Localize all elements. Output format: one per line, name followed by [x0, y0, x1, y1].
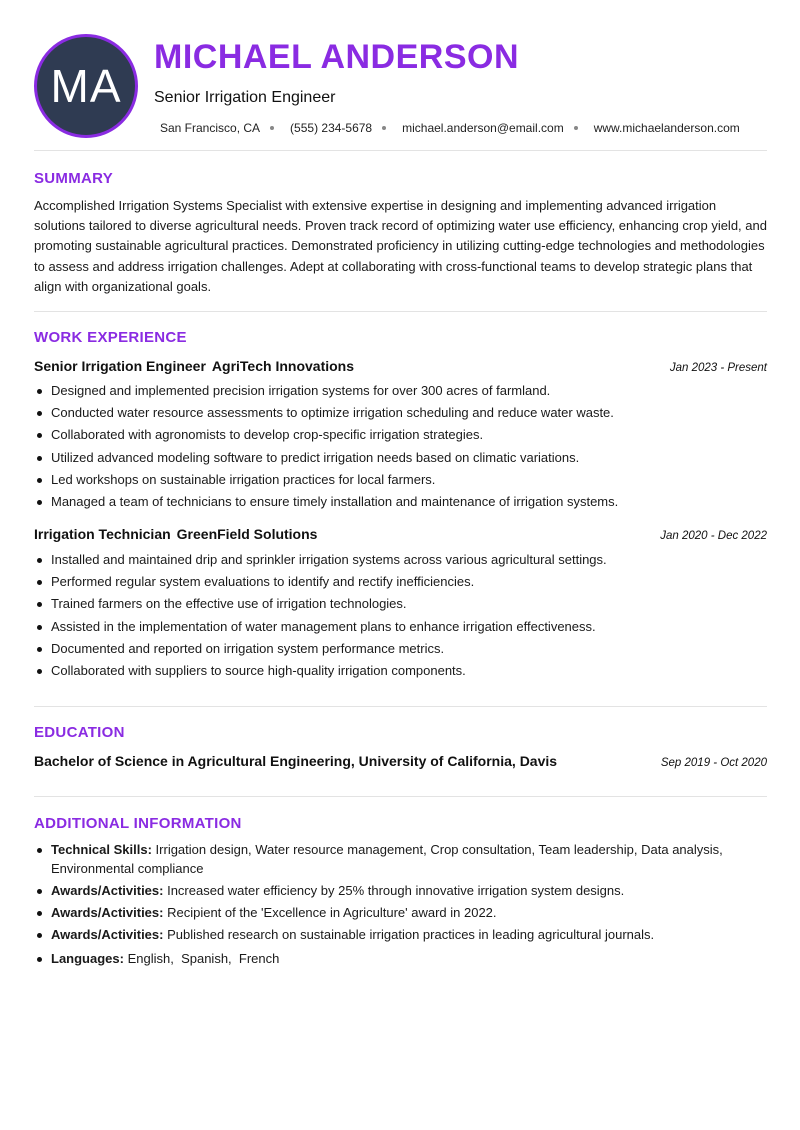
info-text: Increased water efficiency by 25% through innovative irrigation system designs.: [167, 882, 625, 898]
list-item: Collaborated with agronomists to develop crop-specific irrigation strategies.: [34, 424, 767, 446]
education-degree: Bachelor of Science in Agricultural Engineering, University of California, Davis: [34, 753, 558, 769]
list-item: [34, 950, 767, 969]
list-item: Managed a team of technicians to ensure timely installation and maintenance of irrigation systems.: [34, 491, 767, 513]
education-entry: [34, 753, 767, 769]
dot-separator-icon: [574, 126, 578, 130]
contact-phone: (555) 234-5678: [290, 121, 373, 135]
info-label: Awards/Activities:: [51, 905, 164, 921]
avatar-initials: MA: [50, 60, 122, 112]
info-label: Languages:: [51, 950, 124, 966]
job-bullets: [34, 549, 767, 682]
contact-location: San Francisco, CA: [160, 121, 261, 135]
list-item: [34, 882, 767, 901]
candidate-name: MICHAEL ANDERSON: [154, 38, 520, 76]
dot-separator-icon: [270, 126, 274, 130]
job-dates: Jan 2020 - Dec 2022: [660, 530, 767, 542]
avatar: [34, 34, 138, 138]
section-divider: [34, 796, 767, 797]
list-item: Documented and reported on irrigation system performance metrics.: [34, 638, 767, 660]
section-divider: [34, 706, 767, 707]
info-text: Recipient of the 'Excellence in Agriculture' award in 2022.: [167, 905, 497, 921]
list-item: Led workshops on sustainable irrigation practices for local farmers.: [34, 469, 767, 491]
job-header: [34, 526, 767, 542]
job-company: AgriTech Innovations: [211, 358, 355, 374]
info-text: Published research on sustainable irrigation practices in leading agricultural journals.: [167, 927, 655, 943]
list-item: Performed regular system evaluations to identify and rectify inefficiencies.: [34, 571, 767, 593]
list-item: Designed and implemented precision irrigation systems for over 300 acres of farmland.: [34, 380, 767, 402]
list-item: [34, 904, 767, 923]
list-item: Trained farmers on the effective use of irrigation technologies.: [34, 593, 767, 615]
resume-header: [0, 0, 800, 150]
job-position: Senior Irrigation Engineer: [34, 358, 206, 374]
summary-heading: SUMMARY: [34, 170, 114, 187]
list-item: Assisted in the implementation of water management plans to enhance irrigation effectiveness.: [34, 616, 767, 638]
info-label: Awards/Activities:: [51, 927, 164, 943]
job-header: [34, 358, 767, 374]
job-position: Irrigation Technician: [34, 526, 171, 542]
job-dates: Jan 2023 - Present: [669, 362, 767, 374]
list-item: Installed and maintained drip and sprinkler irrigation systems across various agricultural settings.: [34, 549, 767, 571]
experience-heading: WORK EXPERIENCE: [34, 329, 187, 346]
section-divider: [34, 311, 767, 312]
info-label: Technical Skills:: [51, 842, 152, 857]
additional-info-heading: ADDITIONAL INFORMATION: [34, 815, 242, 832]
info-label: Awards/Activities:: [51, 882, 164, 898]
list-item: Collaborated with suppliers to source high-quality irrigation components.: [34, 660, 767, 682]
job-bullets: [34, 380, 767, 513]
contact-website[interactable]: www.michaelanderson.com: [593, 121, 740, 135]
candidate-role: Senior Irrigation Engineer: [154, 89, 336, 106]
additional-info-list: [34, 841, 767, 972]
summary-text: Accomplished Irrigation Systems Specialist with extensive expertise in designing and implementing advanced irrigation solutions tailored to diverse agricultural needs. Proven track record of optimizing water use efficiency, enhancing crop yield, and promoting sustainable agricultural practices. Demonstrated proficiency in utilizing cutting-edge technologies and methodologies to assess and address irrigation challenges. Adept at collaborating with cross-functional teams to develop strategic plans that align with organizational goals.: [34, 198, 767, 294]
dot-separator-icon: [382, 126, 386, 130]
job-company: GreenField Solutions: [176, 526, 318, 542]
info-text: English, Spanish, French: [127, 950, 280, 966]
list-item: [34, 926, 767, 945]
section-divider: [34, 150, 767, 151]
list-item: [34, 841, 767, 878]
contact-email[interactable]: michael.anderson@email.com: [402, 121, 564, 135]
job-title: [34, 526, 317, 542]
education-heading: EDUCATION: [34, 724, 125, 741]
job-title: [34, 358, 354, 374]
list-item: Utilized advanced modeling software to predict irrigation needs based on climatic variations.: [34, 447, 767, 469]
education-dates: Sep 2019 - Oct 2020: [660, 757, 767, 769]
info-text: Irrigation design, Water resource management, Crop consultation, Team leadership, Data analysis, Environmental compliance: [51, 842, 723, 876]
list-item: Conducted water resource assessments to optimize irrigation scheduling and reduce water waste.: [34, 402, 767, 424]
contact-bar: [160, 121, 740, 135]
